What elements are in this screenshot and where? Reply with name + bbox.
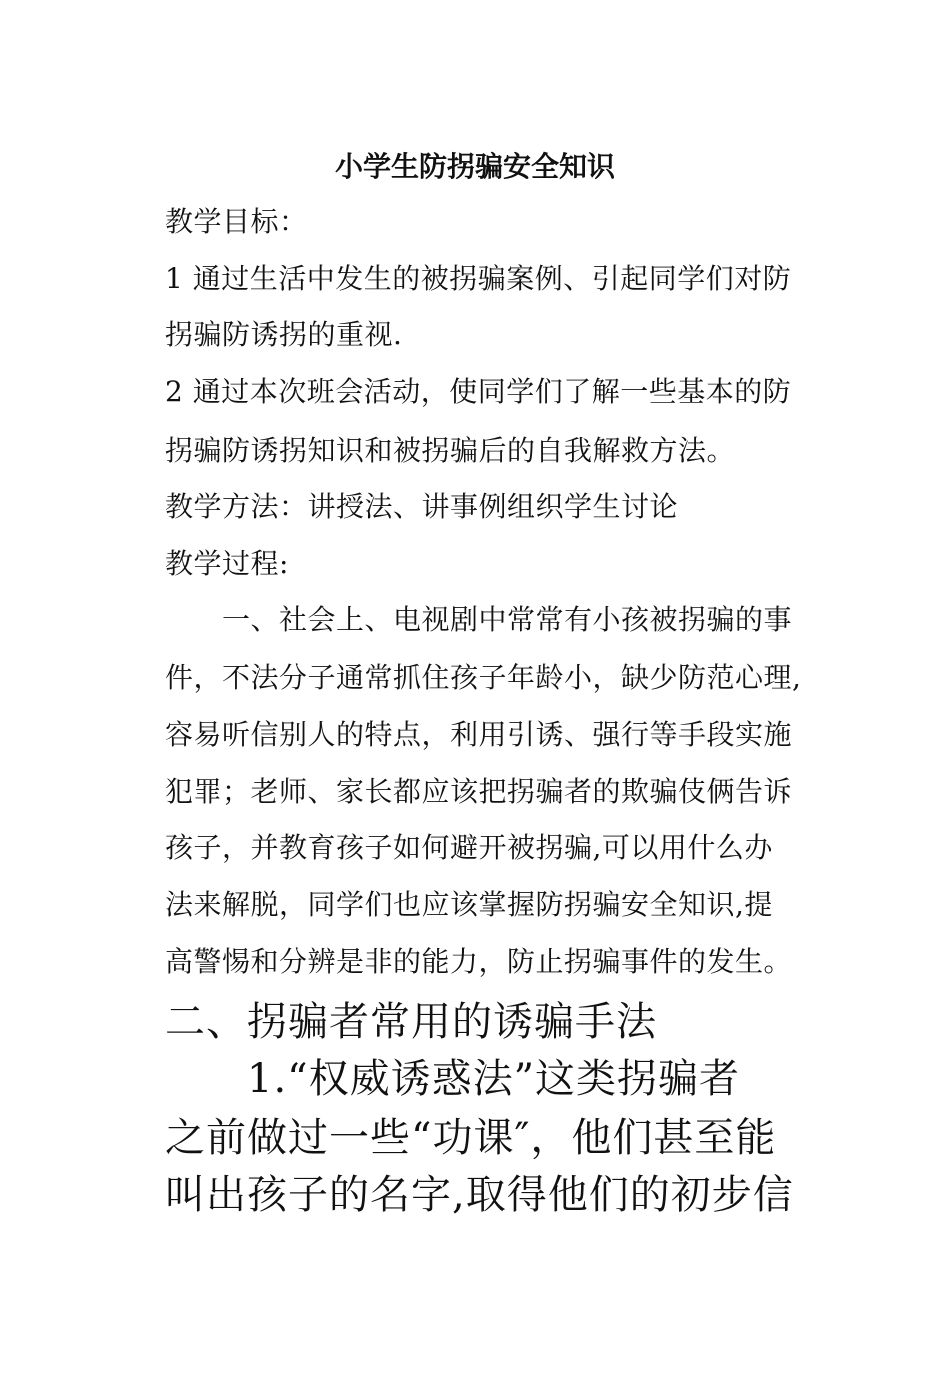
text-line: 教学过程: [165,547,289,580]
text-line: 教学方法：讲授法、讲事例组织学生讨论 [165,490,679,523]
text-line: 法来解脱，同学们也应该掌握防拐骗安全知识,提 [165,888,773,921]
text-line: 2 通过本次班会活动，使同学们了解一些基本的防 [165,375,792,408]
section-heading: 二、拐骗者常用的诱骗手法 [165,999,657,1045]
text-line-large: 叫出孩子的名字,取得他们的初步信 [165,1172,794,1218]
text-line: 拐骗防诱拐的重视. [165,318,403,351]
text-line: 一、社会上、电视剧中常常有小孩被拐骗的事 [165,603,793,636]
document-title: 小学生防拐骗安全知识 [334,150,615,183]
text-line: 高警惕和分辨是非的能力，防止拐骗事件的发生。 [165,945,793,978]
text-line: 1 通过生活中发生的被拐骗案例、引起同学们对防 [165,262,792,295]
text-line: 拐骗防诱拐知识和被拐骗后的自我解救方法。 [165,434,736,467]
text-line: 犯罪；老师、家长都应该把拐骗者的欺骗伎俩告诉 [165,775,793,808]
text-line: 容易听信别人的特点，利用引诱、强行等手段实施 [165,718,793,751]
text-line-large: 之前做过一些“功课″，他们甚至能 [165,1115,777,1161]
text-line: 件，不法分子通常抓住孩子年龄小，缺少防范心理, [165,661,802,694]
text-line: 教学目标： [165,205,308,238]
text-line: 孩子，并教育孩子如何避开被拐骗,可以用什么办 [165,831,773,864]
text-line-large: 1.“权威诱惑法”这类拐骗者 [165,1056,741,1102]
